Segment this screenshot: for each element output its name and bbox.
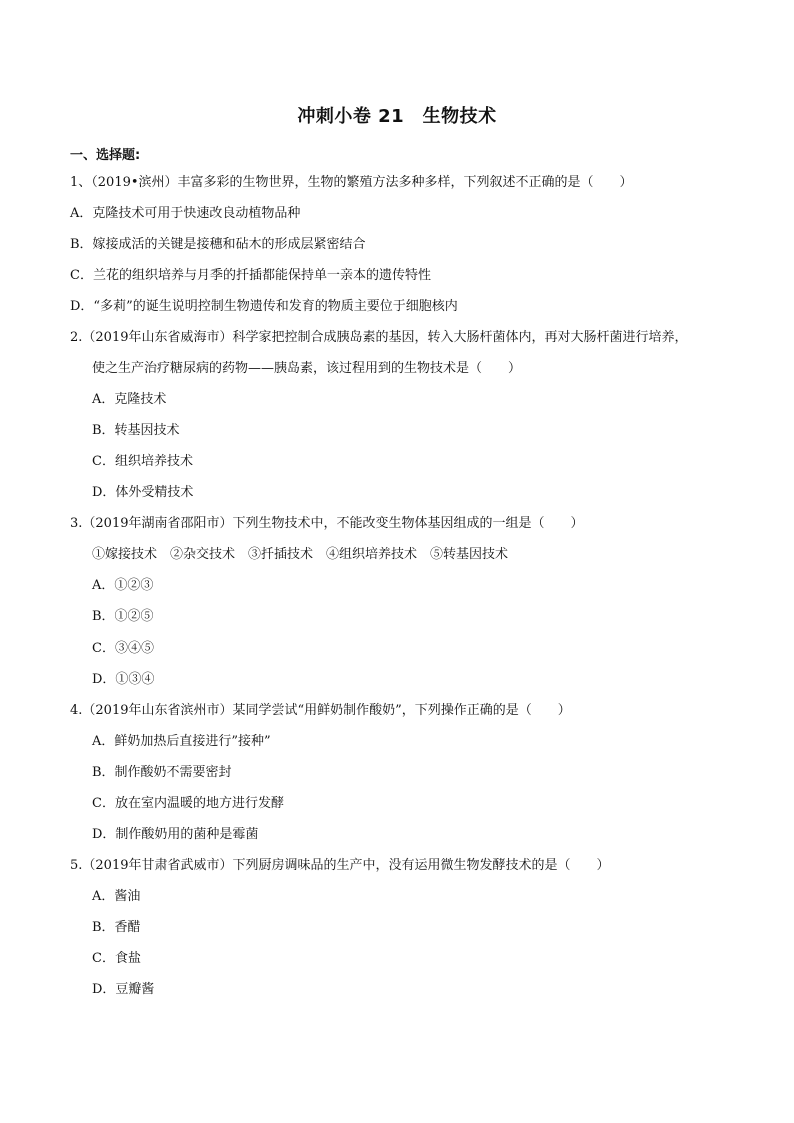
question-3-stem: 3.（2019年湖南省邵阳市）下列生物技术中，不能改变生物体基因组成的一组是（ ） bbox=[70, 516, 584, 531]
question-3-option-d: D．①③④ bbox=[92, 672, 155, 687]
question-3-option-c: C．③④⑤ bbox=[92, 641, 154, 656]
question-5-option-c: C．食盐 bbox=[92, 951, 141, 966]
section-heading: 一、选择题: bbox=[70, 148, 141, 163]
question-1-option-c: C．兰花的组织培养与月季的扦插都能保持单一亲本的遗传特性 bbox=[70, 268, 431, 283]
question-1-option-a: A．克隆技术可用于快速改良动植物品种 bbox=[70, 206, 301, 221]
question-5-stem: 5.（2019年甘肃省武威市）下列厨房调味品的生产中，没有运用微生物发酵技术的是（ ） bbox=[70, 858, 610, 873]
question-4-option-d: D．制作酸奶用的菌种是霉菌 bbox=[92, 827, 259, 842]
question-2-option-b: B．转基因技术 bbox=[92, 423, 180, 438]
document-title: 冲刺小卷 21 生物技术 bbox=[297, 106, 497, 127]
question-2-option-d: D．体外受精技术 bbox=[92, 485, 194, 500]
question-2-stem-line-2: 使之生产治疗糖尿病的药物——胰岛素，该过程用到的生物技术是（ ） bbox=[92, 361, 522, 376]
question-2-option-c: C．组织培养技术 bbox=[92, 454, 193, 469]
question-1-option-d: D．“多莉”的诞生说明控制生物遗传和发育的物质主要位于细胞核内 bbox=[70, 299, 458, 314]
question-1-stem: 1、（2019•滨州）丰富多彩的生物世界，生物的繁殖方法多种多样，下列叙述不正确的是（ ） bbox=[70, 175, 633, 190]
question-3-items: ①嫁接技术 ②杂交技术 ③扦插技术 ④组织培养技术 ⑤转基因技术 bbox=[92, 547, 509, 562]
question-4-option-c: C．放在室内温暖的地方进行发酵 bbox=[92, 796, 284, 811]
question-4-option-a: A．鲜奶加热后直接进行”接种” bbox=[92, 734, 271, 749]
question-3-option-b: B．①②⑤ bbox=[92, 609, 154, 624]
question-2-stem-line-1: 2.（2019年山东省威海市）科学家把控制合成胰岛素的基因，转入大肠杆菌体内，再对大肠杆菌进行培养， bbox=[70, 330, 688, 345]
question-5-option-b: B．香醋 bbox=[92, 920, 141, 935]
question-5-option-d: D．豆瓣酱 bbox=[92, 982, 155, 997]
question-3-option-a: A．①②③ bbox=[92, 578, 154, 593]
question-1-option-b: B．嫁接成活的关键是接穗和砧木的形成层紧密结合 bbox=[70, 237, 366, 252]
question-2-option-a: A．克隆技术 bbox=[92, 392, 167, 407]
question-4-option-b: B．制作酸奶不需要密封 bbox=[92, 765, 232, 780]
question-4-stem: 4.（2019年山东省滨州市）某同学尝试“用鲜奶制作酸奶”，下列操作正确的是（ ） bbox=[70, 703, 571, 718]
question-5-option-a: A．酱油 bbox=[92, 889, 141, 904]
